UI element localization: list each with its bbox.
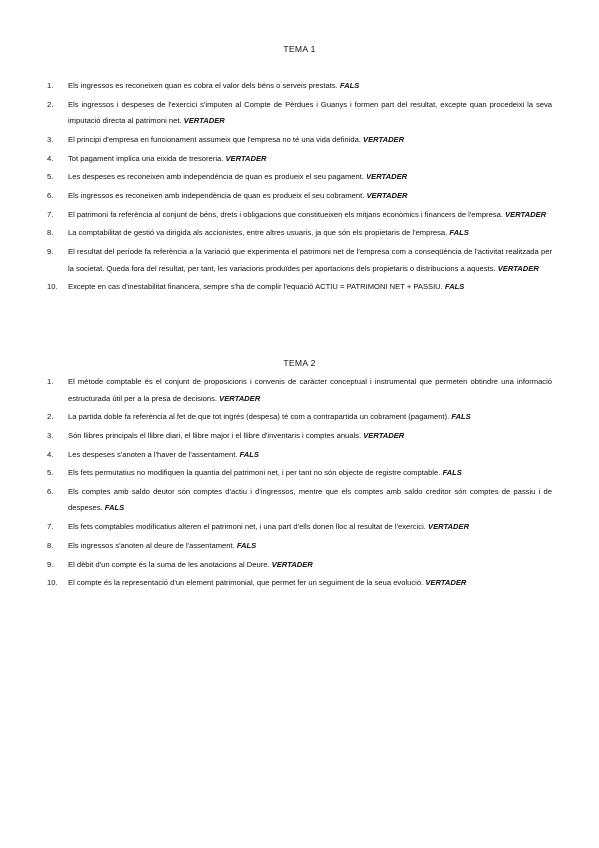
question-item	[0, 484, 599, 517]
question-item	[0, 97, 599, 130]
question-number: 8.	[47, 540, 54, 550]
answer-label: VERTADER	[363, 430, 405, 440]
question-number: 6.	[47, 190, 54, 200]
question-item	[0, 374, 599, 407]
question-item	[0, 151, 599, 168]
answer-label: VERTADER	[219, 393, 261, 403]
question-text: El dèbit d'un compte és la suma de les anotacions al Deure.	[68, 559, 270, 569]
answer-label: VERTADER	[425, 578, 467, 588]
answer-label: FALS	[444, 282, 465, 292]
question-text: El patrimoni fa referència al conjunt de béns, drets i obligacions que constitueixen els mitjans econòmics i financers de l'empresa.	[68, 209, 503, 219]
answer-label: VERTADER	[183, 116, 225, 126]
answer-label: FALS	[236, 540, 257, 550]
question-number: 7.	[47, 522, 54, 532]
question-item	[0, 557, 599, 574]
question-number: 1.	[47, 81, 54, 90]
question-number: 4.	[47, 449, 54, 459]
tema-2-title: TEMA 2	[283, 358, 316, 368]
question-text: Els fets comptables modificatius alteren el patrimoni net, i una part d'ells donen lloc al resultat de l'exercici.	[68, 522, 426, 532]
question-text: Les despeses s'anoten a l'haver de l'assentament.	[68, 449, 238, 459]
answer-label: VERTADER	[366, 172, 408, 182]
question-item	[0, 538, 599, 555]
question-number: 8.	[47, 228, 54, 238]
tema-1-list	[0, 78, 599, 296]
question-number: 7.	[47, 209, 54, 219]
answer-label: VERTADER	[271, 559, 313, 569]
question-item	[0, 78, 599, 95]
question-text: El principi d'empresa en funcionament assumeix que l'empresa no té una vida definida.	[68, 134, 361, 144]
answer-label: FALS	[442, 468, 462, 478]
question-text: La comptabilitat de gestió va dirigida als accionistes, entre altres usuaris, ja que són els propietaris de l'empresa.	[68, 228, 448, 238]
answer-label: FALS	[451, 412, 471, 422]
question-number: 1.	[47, 377, 54, 386]
question-number: 3.	[47, 430, 54, 440]
answer-label: VERTADER	[363, 134, 405, 144]
question-item	[0, 575, 599, 592]
question-item	[0, 225, 599, 242]
question-number: 5.	[47, 172, 54, 182]
question-text: Els ingressos s'anoten al deure de l'assentament.	[68, 540, 235, 550]
question-text: Excepte en cas d'inestabilitat financera, sempre s'ha de complir l'equació ACTIU = PATRIMONI NET + PASSIU.	[68, 282, 443, 292]
question-text: El mètode comptable és el conjunt de proposicions i convenis de caràcter conceptual i instrumental que permeten obtindre una informació estructurada útil per a la presa de decisions.	[68, 377, 552, 403]
answer-label: VERTADER	[497, 263, 539, 273]
question-number: 2.	[47, 99, 54, 109]
tema-2-list	[0, 374, 599, 592]
question-text: Són llibres principals el llibre diari, el llibre major i el llibre d'inventaris i comptes anuals.	[68, 430, 362, 440]
tema-1-title: TEMA 1	[283, 44, 316, 54]
question-item	[0, 447, 599, 464]
question-number: 6.	[47, 486, 54, 496]
question-item	[0, 188, 599, 205]
question-text: El compte és la representació d'un element patrimonial, que permet fer un seguiment de la seua evolució.	[68, 578, 424, 588]
answer-label: FALS	[104, 503, 125, 513]
question-number: 9.	[47, 247, 54, 256]
question-text: Els ingressos i despeses de l'exercici s'imputen al Compte de Pèrdues i Guanys i formen part del resultat, excepte quan procedeixi la seva imputació directa al patrimoni net.	[68, 99, 552, 126]
question-text: Tot pagament implica una eixida de tresoreria.	[68, 153, 224, 163]
question-number: 10.	[47, 282, 58, 292]
answer-label: FALS	[449, 228, 469, 238]
question-text: Les despeses es reconeixen amb independència de quan es produeix el seu pagament.	[68, 172, 364, 182]
question-item	[0, 244, 599, 277]
question-item	[0, 409, 599, 426]
question-text: Els comptes amb saldo deutor són comptes d'actiu i d'ingressos, mentre que els comptes amb saldo creditor són comptes de passiu i de despeses.	[68, 486, 552, 513]
question-item	[0, 132, 599, 149]
question-text: Els ingressos es reconeixen quan es cobra el valor dels béns o serveis prestats.	[68, 81, 338, 90]
question-text: El resultat del període fa referència a la variació que experimenta el patrimoni net de l'empresa com a conseqüència de l'activitat realitzada per la societat. Queda fora del resultat, per tant, les variacions produïdes per aportacions dels propietaris o distribucions a aquests.	[68, 247, 552, 273]
question-text: Els ingressos es reconeixen amb independència de quan es produeix el seu cobrament.	[68, 190, 365, 200]
question-number: 4.	[47, 153, 54, 163]
answer-label: VERTADER	[366, 190, 408, 200]
question-item	[0, 519, 599, 536]
question-item	[0, 169, 599, 186]
question-item	[0, 428, 599, 445]
question-item	[0, 465, 599, 482]
answer-label: FALS	[239, 449, 259, 459]
question-number: 3.	[47, 134, 54, 144]
answer-label: VERTADER	[225, 153, 267, 163]
answer-label: FALS	[339, 81, 360, 90]
question-number: 2.	[47, 412, 54, 422]
question-text: La partida doble fa referència al fet de que tot ingrés (despesa) té com a contrapartida un cobrament (pagament).	[68, 412, 450, 422]
question-item	[0, 279, 599, 296]
question-number: 9.	[47, 559, 54, 569]
answer-label: VERTADER	[505, 209, 547, 219]
question-text: Els fets permutatius no modifiquen la quantia del patrimoni net, i per tant no són objecte de registre comptable.	[68, 468, 441, 478]
question-item	[0, 207, 599, 224]
question-number: 5.	[47, 468, 54, 478]
question-number: 10.	[47, 578, 58, 588]
answer-label: VERTADER	[428, 522, 470, 532]
